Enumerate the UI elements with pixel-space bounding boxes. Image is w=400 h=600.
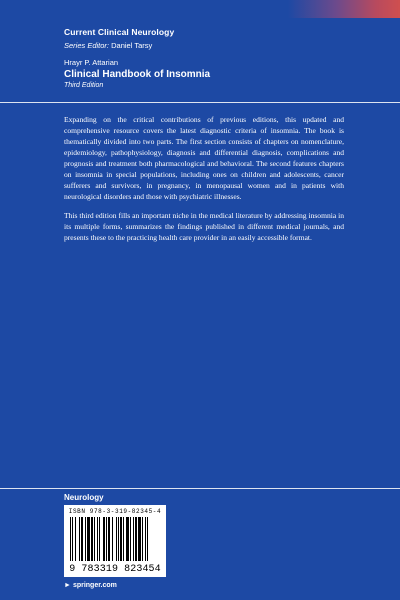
book-title: Clinical Handbook of Insomnia	[64, 69, 211, 80]
series-editor-label: Series Editor:	[64, 41, 110, 50]
barcode-bar	[142, 517, 143, 561]
book-description	[64, 114, 344, 251]
book-info	[64, 58, 210, 89]
series-title: Current Clinical Neurology	[64, 27, 175, 37]
subject-label: Neurology	[64, 493, 104, 502]
barcode-bar	[87, 517, 90, 561]
barcode-bar	[108, 517, 110, 561]
accent-stripe	[0, 0, 400, 18]
barcode-bar	[118, 517, 119, 561]
barcode-bar	[145, 517, 146, 561]
bottom-divider	[0, 488, 400, 489]
barcode-bar	[130, 517, 131, 561]
barcode-bar	[103, 517, 105, 561]
barcode-bar	[94, 517, 95, 561]
barcode-bar	[97, 517, 98, 561]
series-editor	[64, 41, 174, 50]
barcode-bar	[85, 517, 86, 561]
barcode-bars	[70, 517, 160, 561]
series-info	[64, 27, 174, 50]
isbn-barcode	[64, 505, 166, 577]
publisher-link-text: springer.com	[72, 582, 117, 589]
book-author: Hrayr P. Attarian	[64, 58, 119, 67]
barcode-bar	[133, 517, 134, 561]
barcode-bar	[72, 517, 73, 561]
barcode-bar	[112, 517, 113, 561]
barcode-bar	[81, 517, 83, 561]
arrow-right-icon: ►	[64, 582, 71, 589]
barcode-bar	[99, 517, 100, 561]
barcode-bar	[116, 517, 117, 561]
barcode-bar	[135, 517, 137, 561]
barcode-bar	[106, 517, 107, 561]
description-paragraph: This third edition fills an important niche in the medical literature by addressing insomnia in its multiple forms, summarizes the findings published in different medical journals, and presents these to the practicing health care provider in an easily accessible format.	[64, 211, 344, 242]
barcode-bar	[126, 517, 129, 561]
barcode-bar	[70, 517, 71, 561]
barcode-bar	[147, 517, 148, 561]
barcode-bar	[138, 517, 141, 561]
barcode-bar	[123, 517, 124, 561]
barcode-digits: 9 783319 823454	[69, 564, 161, 575]
isbn-text: ISBN 978-3-319-82345-4	[68, 508, 162, 515]
top-divider	[0, 102, 400, 103]
book-edition: Third Edition	[64, 82, 104, 89]
series-editor-name: Daniel Tarsy	[111, 41, 153, 50]
barcode-bar	[75, 517, 76, 561]
barcode-bar	[91, 517, 93, 561]
publisher-link[interactable]	[64, 582, 117, 589]
barcode-bar	[79, 517, 80, 561]
description-paragraph: Expanding on the critical contributions of previous editions, this updated and comprehensive resource covers the latest diagnostic criteria of insomnia. The book is thematically divided into two parts. The first section consists of chapters on nomenclature, epidemiology, pathophysiology, diagnosis and differential diagnosis, complications and prognosis and treatment both pharmacological and behavioral. The second features chapters on insomnia in special populations, including ones on children and adolescents, cancer sufferers and survivors, in pregnancy, in menopausal women and in patients with neurological disorders and those with psychiatric illnesses.	[64, 115, 344, 201]
barcode-bar	[120, 517, 122, 561]
